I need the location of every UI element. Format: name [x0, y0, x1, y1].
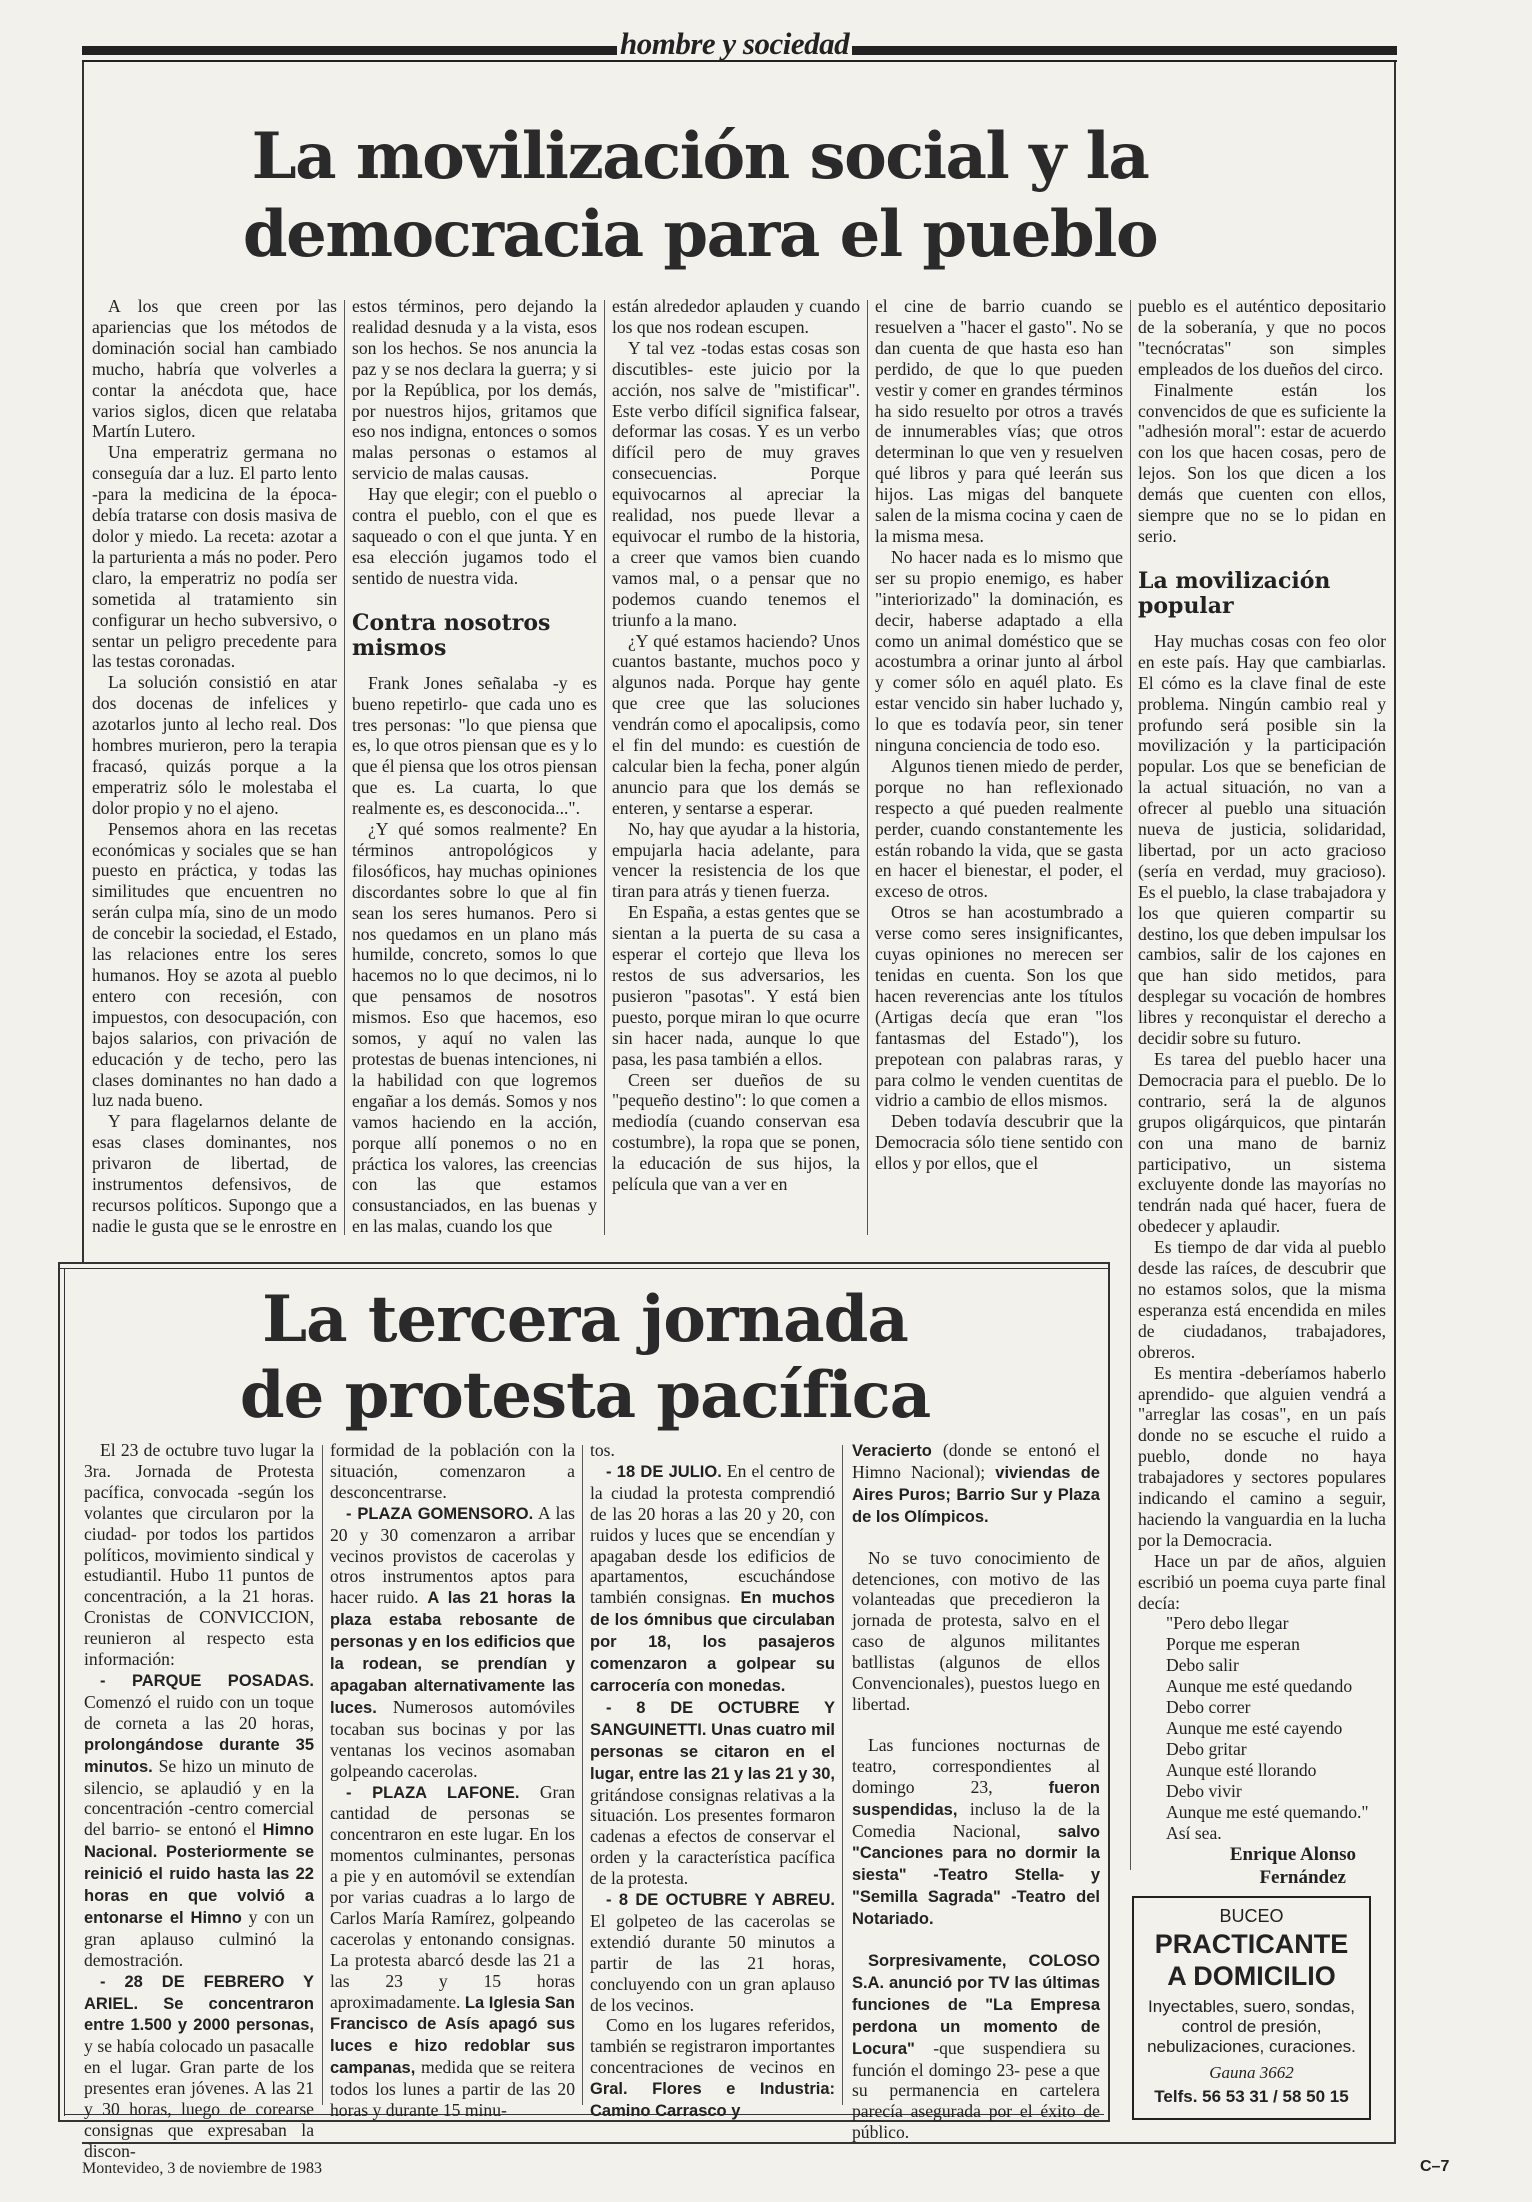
paragraph: tos. [590, 1440, 615, 1460]
bold-text: - PLAZA GOMENSORO. [346, 1504, 534, 1523]
article2-box-left [58, 1262, 60, 2122]
text: Como en los lugares referidos, también se registraron importantes concentraciones de vecinos en [590, 2015, 835, 2078]
text: medida que se reitera todos los lunes a partir de las 20 horas y durante 15 minu- [330, 2057, 575, 2121]
article2-headline [150, 1282, 1020, 1434]
ad-title-line2: A DOMICILIO [1167, 1961, 1336, 1991]
paragraph: Finalmente están los convencidos de que es suficiente la "adhesión moral": estar de acuerdo con los que hacen cosas, pero de lejos. Son los que dicen a los demás que cuenten con ellos, siempre que no se lo pidan en serio. [1138, 379, 1386, 546]
paragraph: Y para flagelarnos delante de esas clases dominantes, nos privaron de libertad, de instrumentos defensivos, de recursos políticos. Supongo que a nadie le gusta que se le enrostre en [92, 1111, 337, 1236]
column-rule [604, 300, 605, 1235]
frame-right [1394, 62, 1396, 2142]
paragraph [590, 1697, 835, 1889]
ad-phones: Telfs. 56 53 31 / 58 50 15 [1154, 2087, 1349, 2106]
bold-text: prolongándose durante 35 minutos. [84, 1735, 314, 1776]
poem-line: Debo vivir [1166, 1780, 1242, 1801]
bold-text: Sorpresivamente, COLOSO S.A. anunció por TV las últimas funciones de "La Empresa perdona un momento de Locura" [852, 1952, 1100, 2058]
paragraph: ¿Y qué estamos haciendo? Unos cuantos bastante, muchos poco y algunos nada. Porque hay gente que cree que las soluciones vendrán como el apocalipsis, como el fin del mundo: es cuestión de calcular bien la fecha, poner algún anuncio para que los demás se enteren, y sentarse a esperar. [612, 630, 860, 818]
frame-left [82, 62, 84, 1262]
ad-location: BUCEO [1219, 1906, 1284, 1926]
subheading-contra-nosotros: Contra nosotros mismos [352, 609, 551, 661]
paragraph: Es tarea del pueblo hacer una Democracia para el pueblo. De lo contrario, será la de algunos grupos oligárquicos, que pintarán con una mano de barniz participativo, un sistema excluyente donde las mayorías no tendrán nada qué hacer, fuera de obedecer y aplaudir. [1138, 1049, 1386, 1237]
ad-address: Gauna 3662 [1209, 2063, 1294, 2082]
paragraph: estos términos, pero dejando la realidad desnuda y a la vista, esos son los hechos. Se nos anuncia la paz y se nos declara la guerra; y si por la República, por los demás, por nuestros hijos, gritamos que eso nos indigna, entonces o somos malas personas o estamos al servicio de malas causas. [352, 296, 597, 484]
bold-text: - 18 DE JULIO. [606, 1462, 722, 1481]
paragraph: En España, a estas gentes que se sientan a la puerta de su casa a esperar el cortejo que lleva los restos de sus adversarios, les pusieron "pasotas". Y está bien puesto, porque miran lo que ocurre sin hacer nada, aunque lo que pasa, les pasa también a ellos. [612, 902, 860, 1069]
text: Las funciones nocturnas de teatro, correspondientes al domingo 23, [852, 1734, 1100, 1797]
paragraph [852, 1735, 1100, 1930]
text: A las 20 y 30 comenzaron a arribar vecinos provistos de cacerolas y otros instrumentos aptos para hacer ruido. [330, 1502, 575, 1608]
paragraph: Pensemos ahora en las recetas económicas y sociales que se han puesto en práctica, y todas las similitudes que encuentren no serán culpa mía, sino de un modo de concebir la sociedad, el Estado, las relaciones entre los seres humanos. Hoy se azota al pueblo entero con recesión, con impuestos, con desocupación, con bajos salarios, con privación de educación y de techo, pero las clases dominantes no han dado a luz nada bueno. [92, 818, 337, 1111]
bold-text: - PLAZA LAFONE. [346, 1783, 520, 1802]
paragraph: Hace un par de años, alguien escribió un poema cuya parte final decía: [1138, 1550, 1386, 1613]
article2-headline-line1: La tercera jornada [262, 1282, 908, 1357]
paragraph: No, hay que ayudar a la historia, empujarla hacia adelante, para vencer la resistencia de los que tiran para atrás y tienen fuerza. [612, 818, 860, 902]
text: En el centro de la ciudad la protesta comprendió de las 20 horas a las 20 y 20, con ruidos y luces que se encendían y apagaban desde los edificios de apartamentos, escuchándose también consignas. [590, 1460, 835, 1608]
paragraph [590, 1461, 835, 1697]
article2-box-top [58, 1262, 1110, 1264]
article2-headline-line2: de protesta pacífica [239, 1358, 931, 1433]
paragraph: Creen ser dueños de su "pequeño destino": lo que comen a mediodía (cuando conservan esa costumbre), la ropa que se ponen, la educación de sus hijos, la película que van a ver en [612, 1069, 860, 1195]
paragraph: La solución consistió en atar dos docenas de infelices y azotarlos junto al lecho real. Dos hombres murieron, pero la terapia fracasó, quizás porque a la emperatriz sólo le molestaba el dolor propio y no el ajeno. [92, 672, 337, 818]
bold-text: - 8 DE OCTUBRE Y SANGUINETTI. Unas cuatro mil personas se citaron en el lugar, entre las 21 y las 21 y 30, [590, 1698, 835, 1783]
bold-text: A las 21 horas la plaza estaba rebosante de personas y en los edificios que la rodean, se prendían y apagaban alternativamente las luces. [330, 1589, 575, 1717]
text: gritándose consignas relativas a la situación. Los presentes formaron cadenas a efectos de conservar el orden y la característica pacífica de la protesta. [590, 1784, 835, 1889]
paragraph: Otros se han acostumbrado a verse como seres insignificantes, cuyas opiniones no merecen ser tenidas en cuenta. Son los que hacen reverencias ante los títulos (Artigas decía que eran "los fantasmas del Estado"), los prepotean con palabras raras, y para colmo le venden cuentitas de vidrio a cambio de ellos mismos. [875, 902, 1123, 1111]
poem-line: "Pero debo llegar [1166, 1613, 1289, 1634]
poem-line: Aunque me esté quemando." [1166, 1801, 1369, 1822]
article1-column-2 [352, 296, 597, 1237]
page-number: C–7 [1420, 2158, 1450, 2175]
paragraph: Es tiempo de dar vida al pueblo desde las raíces, de descubrir que no estamos solos, que la misma esperanza está encendida en miles de ciudadanos, trabajadores, obreros. [1138, 1237, 1386, 1362]
poem-line: Debo correr [1166, 1697, 1251, 1718]
article1-column-4 [875, 296, 1123, 1174]
poem-line: Aunque me esté cayendo [1166, 1718, 1343, 1738]
paragraph: ¿Y qué somos realmente? En términos antropológicos y filosóficos, hay muchas opiniones discordantes sobre lo que al fin sean los seres humanos. Pero si nos quedamos en un plano más humilde, concreto, somos lo que hacemos no lo que decimos, ni lo que pensamos de nosotros mismos. Eso que hacemos, eso somos, y aquí no valen las protestas de buenas intenciones, ni la habilidad con que logremos engañar a los demás. Somos y nos vamos haciendo en la acción, porque allí ponemos o no en práctica los valores, las creencias con las que estamos consustanciados, en las buenas y en las malas, cuando los que [352, 819, 597, 1237]
paragraph: Es mentira -deberíamos haberlo aprendido- que alguien vendrá a "arreglar las cosas", en un país donde no se escuche el ruido a pueblo, donde no haya trabajadores y sectores populares indicando el camino a seguir, haciendo la vanguardia en la lucha por la Democracia. [1138, 1362, 1386, 1550]
bold-text: salvo "Canciones para no dormir la siesta" -Teatro Stella- y "Semilla Sagrada" -Teatro del Notariado. [852, 1822, 1100, 1929]
subheading-movilizacion-popular: La movilización popular [1138, 567, 1331, 619]
bold-text: Gral. Flores e Industria: Camino Carrasco y [590, 2080, 835, 2121]
author-name-line2: Fernández [1259, 1867, 1346, 1889]
article1-headline [190, 118, 1210, 274]
bold-text: - 28 DE FEBRERO Y ARIEL. Se concentraron entre 1.500 y 2000 personas, [84, 1972, 314, 2035]
text: El golpeteo de las cacerolas se extendió durante 50 minutos a partir de las 21 horas, concluyendo con un gran aplauso de los vecinos. [590, 1910, 835, 2015]
article2-box-right [1108, 1262, 1110, 2122]
text: Comenzó el ruido con un toque de corneta a las 20 horas, [84, 1691, 314, 1733]
paragraph [84, 1670, 314, 1971]
paragraph: Frank Jones señalaba -y es bueno repetirlo- que cada uno es tres personas: "lo que piensa que es, lo que otros piensan que es y lo que él piensa que los otros piensan que es. La cuarta, lo que realmente es, es desconocida...". [352, 672, 597, 819]
article1-column-5 [1138, 296, 1386, 1889]
article1-column-3 [612, 296, 860, 1195]
poem-line: Debo gritar [1166, 1738, 1247, 1759]
text: y con un gran aplauso culminó la demostración. [84, 1906, 314, 1970]
bold-text: Veracierto [852, 1442, 932, 1460]
article1-headline-line2: democracia para el pueblo [242, 197, 1158, 272]
paragraph: pueblo es el auténtico depositario de la soberanía, y que no pocos "tecnócratas" son simples empleados de los dueños del circo. [1138, 296, 1386, 379]
column-rule [867, 300, 868, 1235]
paragraph: No hacer nada es lo mismo que ser su propio enemigo, es haber "interiorizado" la dominación, es decir, haberse adaptado a ella como un animal doméstico que se acostumbra a orinar junto al árbol y comer sólo en aquél plato. Es estar vencido sin haber luchado y, lo que es todavía peor, sin tener ninguna conciencia de todo eso. [875, 546, 1123, 756]
text: incluso la de la Comedia Nacional, [852, 1798, 1100, 1841]
article2-column-4 [852, 1440, 1100, 2143]
article2-column-1 [84, 1440, 314, 2162]
paragraph [84, 1971, 314, 2162]
text: Gran cantidad de personas se concentraron en este lugar. En los momentos culminantes, personas a pie y en automóvil se extendían por varias cuadras a lo largo de Carlos María Ramírez, golpeando cacerolas y entonando consignas. La protesta abarcó desde las 21 a las 23 y 15 horas aproximadamente. [330, 1781, 575, 2012]
column-rule [842, 1445, 843, 2105]
poem [1138, 1613, 1386, 1843]
paragraph [590, 2015, 835, 2122]
paragraph: están alrededor aplauden y cuando los que nos rodean escupen. [612, 296, 860, 337]
paragraph: Una emperatriz germana no conseguía dar a luz. El parto lento -para la medicina de la época- debía tratarse con dosis masiva de dolor y miedo. La receta: azotar a la parturienta a más no poder. Pero claro, la emperatriz no podía ser sometida al tratamiento sin configurar un hecho subversivo, o sentar un peligro precedente para las testas coronadas. [92, 442, 337, 672]
article2-box-left-inner [64, 1268, 65, 2116]
paragraph: No se tuvo conocimiento de detenciones, con motivo de las volanteadas que precedieron la jornada de protesta, salvo en el caso de algunos militantes batllistas (algunos de ellos Convencionales), puestos luego en libertad. [852, 1547, 1100, 1714]
bold-text: En muchos de los ómnibus que circulaban por 18, los pasajeros comenzaron a golpear su carrocería con monedas. [590, 1589, 835, 1695]
column-rule [322, 1445, 323, 2105]
poem-line: Porque me esperan [1166, 1634, 1300, 1655]
poem-line: Debo salir [1166, 1655, 1239, 1676]
paragraph: Algunos tienen miedo de perder, porque no han reflexionado respecto a qué pueden realmente perder, cuando constantemente les están robando la vida, que se gasta en hacer el bienestar, el poder, el exceso de otros. [875, 755, 1123, 902]
paragraph [852, 1950, 1100, 2143]
article1-column-1 [92, 296, 337, 1237]
paragraph: Y tal vez -todas estas cosas son discutibles- este juicio por la acción, nos salve de "mistificar". Este verbo difícil significa falsear, deformar las cosas. Y es un verbo difícil pero de muy graves consecuencias. Porque equivocarnos al apreciar la realidad, nos puede llevar a equivocar el rumbo de la historia, a creer que vamos bien cuando vamos mal, o a pensar que no podemos cuando tenemos el triunfo a la mano. [612, 337, 860, 630]
paragraph: Hay muchas cosas con feo olor en este país. Hay que cambiarlas. El cómo es la clave final de este problema. Ningún cambio real y profundo será posible sin la movilización y la participación popular. Los que se benefician de la actual situación, no van a ofrecer al pueblo una situación nueva de justicia, solidaridad, libertad, por un acto gracioso (sería en verdad, muy gracioso). Es el pueblo, la clase trabajadora y los que quieren compartir su destino, los que deben impulsar los cambios, salir de los cajones en que han sido metidos, para desplegar su vocación de hombres libres y reconquistar el derecho a decidir sobre su futuro. [1138, 630, 1386, 1049]
bold-text: Himno Nacional. Posteriormente se reinició el ruido hasta las 22 horas en que volvió a entonarse el Himno [84, 1821, 314, 1927]
bold-text: La Iglesia San Francisco de Asís apagó sus luces e hizo redoblar sus campanas, [330, 1993, 575, 2078]
text: Se hizo un minuto de silencio, se aplaudió y en la concentración -centro comercial del barrio- se entonó el [84, 1755, 314, 1840]
paragraph [330, 1782, 575, 2122]
paragraph: El 23 de octubre tuvo lugar la 3ra. Jornada de Protesta pacífica, convocada -según los volantes que circularon por la ciudad- por todos los partidos políticos, movimiento sindical y estudiantil. Hubo 11 puntos de concentración, a la 21 horas. Cronistas de CONVICCION, reunieron al respecto esta información: [84, 1440, 314, 1670]
column-rule [1130, 300, 1131, 1870]
ad-title-line1: PRACTICANTE [1154, 1929, 1349, 1959]
paragraph: Deben todavía descubrir que la Democracia sólo tiene sentido con ellos y por ellos, que el [875, 1111, 1123, 1174]
footer-date: Montevideo, 3 de noviembre de 1983 [82, 2160, 322, 2177]
paragraph [852, 1440, 1100, 1528]
poem-line: Así sea. [1166, 1822, 1222, 1843]
bold-text: fueron suspendidas, [852, 1778, 1100, 1819]
article2-column-2 [330, 1440, 575, 2121]
article1-headline-line1: La movilización social y la [251, 119, 1149, 194]
poem-line: Aunque me esté quedando [1166, 1676, 1353, 1697]
section-title: hombre y sociedad [620, 26, 850, 61]
bold-text: viviendas de Aires Puros; Barrio Sur y Plaza de los Olímpicos. [852, 1463, 1100, 1526]
bold-text: - 8 DE OCTUBRE Y ABREU. [606, 1891, 835, 1910]
article2-box-top-inner [58, 1268, 1110, 1269]
text: y se había colocado un pasacalle en el lugar. Gran parte de los presentes eran jóvenes. A las 21 y 30 horas, luego de corearse consignas que expresaban la discon- [84, 2036, 314, 2161]
header-rule-left [82, 46, 617, 55]
advertisement-practicante [1132, 1896, 1371, 2120]
paragraph: el cine de barrio cuando se resuelven a "hacer el gasto". No se dan cuenta de que hasta eso han perdido, de que lo que pueden vestir y comer en grandes términos ha sido resuelto por otros a través de innumerables vías; que otros determinan lo que ven y resuelven qué libros y para qué leerán sus hijos. Las migas del banquete salen de la misma cocina y caen de la misma mesa. [875, 296, 1123, 546]
paragraph [330, 1503, 575, 1782]
bold-text: - PARQUE POSADAS. [100, 1671, 314, 1690]
column-rule [582, 1445, 583, 2105]
paragraph: A los que creen por las apariencias que los métodos de dominación social han cambiado mucho, habría que volverles a contar la anécdota que, hace varios siglos, dicen que relataba Martín Lutero. [92, 296, 337, 442]
text: (donde se entonó el Himno Nacional); [852, 1440, 1100, 1482]
text: Numerosos automóviles tocaban sus bocinas y por las ventanas los vecinos asomaban golpeando cacerolas. [330, 1696, 575, 1781]
paragraph [590, 1889, 835, 2015]
text: -que suspendiera su función el domingo 23- pese a que su permanencia en cartelera parecía asegurada por el éxito de público. [852, 2037, 1100, 2143]
paragraph: Hay que elegir; con el pueblo o contra el pueblo, con el que es saqueado o con el que junta. Y en esa elección jugamos todo el sentido de nuestra vida. [352, 484, 597, 588]
article2-column-3 [590, 1440, 835, 2122]
ad-services: Inyectables, suero, sondas, control de presión, nebulizaciones, curaciones. [1147, 1997, 1356, 2056]
paragraph: formidad de la población con la situación, comenzaron a desconcentrarse. [330, 1440, 575, 1502]
author-name-line1: Enrique Alonso [1229, 1844, 1356, 1866]
column-rule [344, 300, 345, 1235]
poem-line: Aunque esté llorando [1166, 1759, 1317, 1780]
header-rule-right [852, 46, 1397, 55]
